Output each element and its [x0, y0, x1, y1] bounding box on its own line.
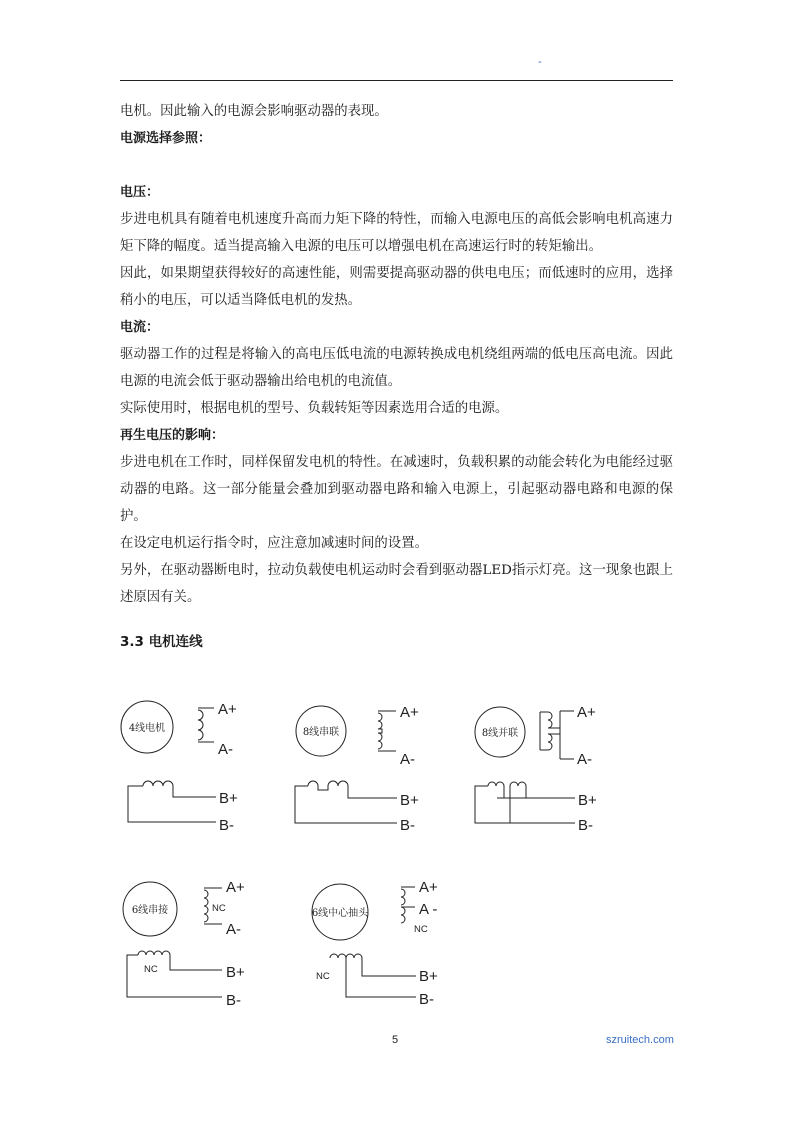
- motor-label: 6线中心抽头: [311, 908, 369, 919]
- header-mark: -: [538, 56, 542, 68]
- terminal-b-plus: B+: [226, 964, 245, 981]
- terminal-b-minus: B-: [219, 817, 234, 834]
- terminal-b-minus: B-: [400, 817, 415, 834]
- page-number: 5: [392, 1034, 399, 1046]
- paragraph: 因此，如果期望获得较好的高速性能，则需要提高驱动器的供电电压；而低速时的应用，选择稍小的电压，可以适当降低电机的发热。: [120, 266, 673, 308]
- terminal-a-minus: A-: [400, 751, 415, 768]
- terminal-a-plus: A+: [400, 704, 419, 721]
- paragraph: 另外，在驱动器断电时，拉动负载使电机运动时会看到驱动器LED指示灯亮。这一现象也跟上述原因有关。: [120, 563, 673, 605]
- wires-b: [127, 955, 222, 997]
- diagram-8-wire-series: [295, 704, 419, 834]
- nc-label-a: NC: [414, 924, 428, 935]
- section-title: 3.3 电机连线: [120, 634, 203, 650]
- coil-a: [198, 708, 214, 742]
- wires-b: [475, 786, 575, 823]
- nc-label-b: NC: [316, 971, 330, 982]
- terminal-b-minus: B-: [226, 992, 241, 1009]
- heading-regen-voltage: 再生电压的影响：: [120, 428, 225, 443]
- footer-site: szruitech.com: [606, 1034, 674, 1046]
- motor-label: 6线串接: [131, 905, 169, 916]
- terminal-b-plus: B+: [219, 790, 238, 807]
- coil-b: [138, 951, 170, 955]
- terminal-b-plus: B+: [400, 792, 419, 809]
- terminal-a-minus: A -: [419, 901, 438, 918]
- paragraph: 在设定电机运行指令时，应注意加减速时间的设置。: [120, 536, 428, 551]
- coil-a: [378, 711, 396, 751]
- terminal-a-plus: A+: [577, 704, 596, 721]
- motor-label: 4线电机: [128, 723, 166, 734]
- terminal-b-plus: B+: [578, 792, 597, 809]
- paragraph: 步进电机具有随着电机速度升高而力矩下降的特性，而输入电源电压的高低会影响电机高速力矩下降的幅度。适当提高输入电源的电压可以增强电机在高速运行时的转矩输出。: [120, 212, 673, 254]
- nc-label-a: NC: [212, 903, 226, 914]
- nc-label-b: NC: [144, 964, 158, 975]
- terminal-b-minus: B-: [578, 817, 593, 834]
- terminal-a-plus: A+: [218, 701, 237, 718]
- paragraph: 实际使用时，根据电机的型号、负载转矩等因素选用合适的电源。: [120, 401, 509, 416]
- paragraph: 电机。因此输入的电源会影响驱动器的表现。: [120, 104, 388, 119]
- paragraph: 步进电机在工作时，同样保留发电机的特性。在减速时，负载积累的动能会转化为电能经过驱动器的电路。这一部分能量会叠加到驱动器电路和输入电源上，引起驱动器电路和电源的保护。: [120, 455, 673, 524]
- terminal-a-plus: A+: [226, 879, 245, 896]
- terminal-a-minus: A-: [226, 921, 241, 938]
- coil-b: [143, 781, 173, 786]
- motor-label: 8线并联: [481, 728, 519, 739]
- coil-b: [488, 782, 526, 786]
- diagram-6-wire-series: [123, 879, 245, 1009]
- coil-b: [330, 954, 362, 958]
- diagram-8-wire-parallel: [475, 704, 597, 834]
- terminal-a-plus: A+: [419, 879, 438, 896]
- coil-a: [401, 887, 415, 923]
- terminal-b-minus: B-: [419, 991, 434, 1008]
- heading-power-selection: 电源选择参照：: [120, 131, 212, 146]
- terminal-b-plus: B+: [419, 968, 438, 985]
- coil-a: [540, 711, 574, 759]
- paragraph: 驱动器工作的过程是将输入的高电压低电流的电源转换成电机绕组两端的低电压高电流。因此电源的电流会低于驱动器输出给电机的电流值。: [120, 347, 673, 389]
- motor-label: 8线串联: [302, 727, 340, 738]
- terminal-a-minus: A-: [218, 741, 233, 758]
- wires-b: [128, 786, 216, 822]
- diagram-4-wire: [121, 701, 238, 834]
- diagram-6-wire-center-tap: [312, 879, 438, 1008]
- heading-current: 电流：: [120, 320, 160, 335]
- coil-b: [308, 781, 348, 790]
- terminal-a-minus: A-: [577, 751, 592, 768]
- heading-voltage: 电压：: [120, 185, 160, 200]
- wires-b: [346, 958, 416, 997]
- wires-b: [295, 786, 397, 823]
